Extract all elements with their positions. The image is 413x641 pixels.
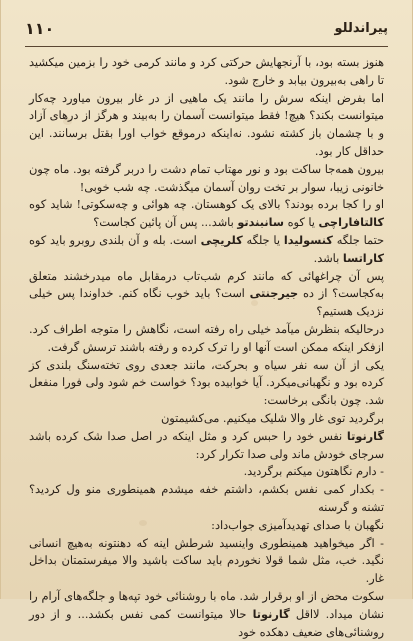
- text-run: حتما جلگه: [332, 233, 384, 247]
- text-run: - بکدار کمی نفس بکشم، داشتم خفه میشدم همینطوری منو ول کردید؟ تشنه و گرسنه: [29, 483, 384, 514]
- text-run: بیرون همه‌جا ساکت بود و نور مهتاب تمام دشت را دربر گرفته بود. ماه چون خانونی زیبا، سوار بر تخت روان آسمان میگذشت. چه شب خوبی!: [29, 162, 384, 194]
- paragraph: [29, 463, 384, 481]
- paragraph: [29, 410, 384, 428]
- text-run: یا کوه: [284, 216, 319, 230]
- bold-name: کلریچی: [200, 233, 243, 247]
- text-run: اما بفرض اینکه سرش را مانند یک ماهیی از در غار بیرون میاورد چه‌کار میتوانست بکند؟ هیچ! فقط میتوانست آسمان را به‌بیند و هرگز از درهای آزاد و با چشمان باز کشته نشود. نه‌اینکه درموقع خواب اورا بقتل برسانند. این حداقل کار بود.: [29, 91, 384, 158]
- paragraph: [29, 481, 384, 517]
- text-run: درحالیکه بنظرش میآمد خیلی راه رفته است، نگاهش را متوجه اطراف کرد. ازفکر اینکه ممکن است آنها او را ترک کرده و رفته باشند ترسش گرفت.: [29, 322, 384, 354]
- paragraph: [29, 517, 384, 535]
- text-run: پس آن چراغهائی که مانند کرم شب‌تاب درمقابل ماه میدرخشند متعلق به‌کجاست؟ از ده: [29, 269, 384, 301]
- bold-name: گارنوتا: [252, 607, 290, 621]
- paragraph: [29, 588, 384, 641]
- paragraph: [29, 90, 384, 161]
- paragraph: [29, 54, 384, 90]
- paragraph: [29, 268, 384, 321]
- body-text: [29, 54, 385, 639]
- header-rule: [25, 46, 388, 47]
- running-title: پیراندللو: [334, 20, 388, 36]
- paragraph: [29, 535, 384, 588]
- page-header: [25, 14, 388, 42]
- text-run: - دارم نگاهتون میکنم برگردید.: [243, 465, 384, 479]
- text-run: است؟ باید خوب نگاه کنم. خداوندا پس خیلی نزدیک هستیم؟: [29, 287, 384, 319]
- text-run: باشد... پس آن پائین کجاست؟: [93, 216, 238, 230]
- bold-name: سانبندتو: [237, 216, 284, 230]
- text-run: نگهبان با صدای تهدیدآمیزی جواب‌داد:: [211, 518, 384, 532]
- text-run: سکوت محض از او برقرار شد. ماه با روشنائی خود تپه‌ها و جلگه‌های آرام را نشان میداد. لااقل: [29, 589, 385, 621]
- text-run: هنوز بسته بود، با آرنجهایش حرکتی کرد و مانند کرمی خود را بزمین میکشید تا راهی به‌بیرون بیابد و خارج شود.: [29, 56, 384, 87]
- text-run: - اگر میخواهید همینطوری واینسید شرطش اینه که دهنتونه به‌هیچ انسانی نگید. خب، مثل شما قولا نخوردم باید ساکت باشید والا میفرستمتان بداخل غار.: [29, 536, 384, 586]
- paragraph: [29, 321, 384, 357]
- text-run: برگردید توی غار والا شلیک میکنیم. می‌کشیمتون: [160, 411, 384, 425]
- paragraph: [29, 357, 384, 410]
- text-run: حالا میتوانست کمی نفس بکشد... و از دور روشنائی‌های ضعیف دهکده خود: [29, 607, 384, 639]
- paragraph: [29, 161, 384, 197]
- text-run: یکی از آن سه نفر سیاه و بحرکت، مانند جعدی روی تخته‌سنگ بلندی کز کرده بود و نگهبانی‌میکرد. آیا خوابیده بود؟ خواست خم شود ولی فورا منفعل شد. چون بانگی برخاست:: [29, 358, 384, 408]
- bold-name: کالتافاراچی: [318, 216, 384, 230]
- bold-name: کاراتسا: [342, 251, 384, 265]
- text-run: او را کجا برده بودند؟ بالای یک کوهستان. چه هوائی و چه‌سکوتی! شاید کوه: [29, 198, 384, 212]
- paragraph: [29, 428, 384, 464]
- text-run: است. بله و آن بلندی روبرو باید کوه: [29, 233, 201, 247]
- bold-name: گارنوتا: [346, 429, 384, 443]
- paragraph: [29, 232, 384, 268]
- bold-name: جیرجنتی: [249, 287, 299, 301]
- bold-name: کنسولیدا: [283, 233, 333, 247]
- text-run: یا جلگه: [242, 233, 284, 247]
- page-number: ۱۱۰: [25, 18, 55, 38]
- text-run: باشد.: [313, 251, 343, 265]
- text-run: نفس خود را حبس کرد و مثل اینکه در اصل صدا شک کرده باشد سرجای خودش ماند ولی صدا تکرار کرد:: [29, 429, 384, 461]
- paragraph: [29, 196, 384, 232]
